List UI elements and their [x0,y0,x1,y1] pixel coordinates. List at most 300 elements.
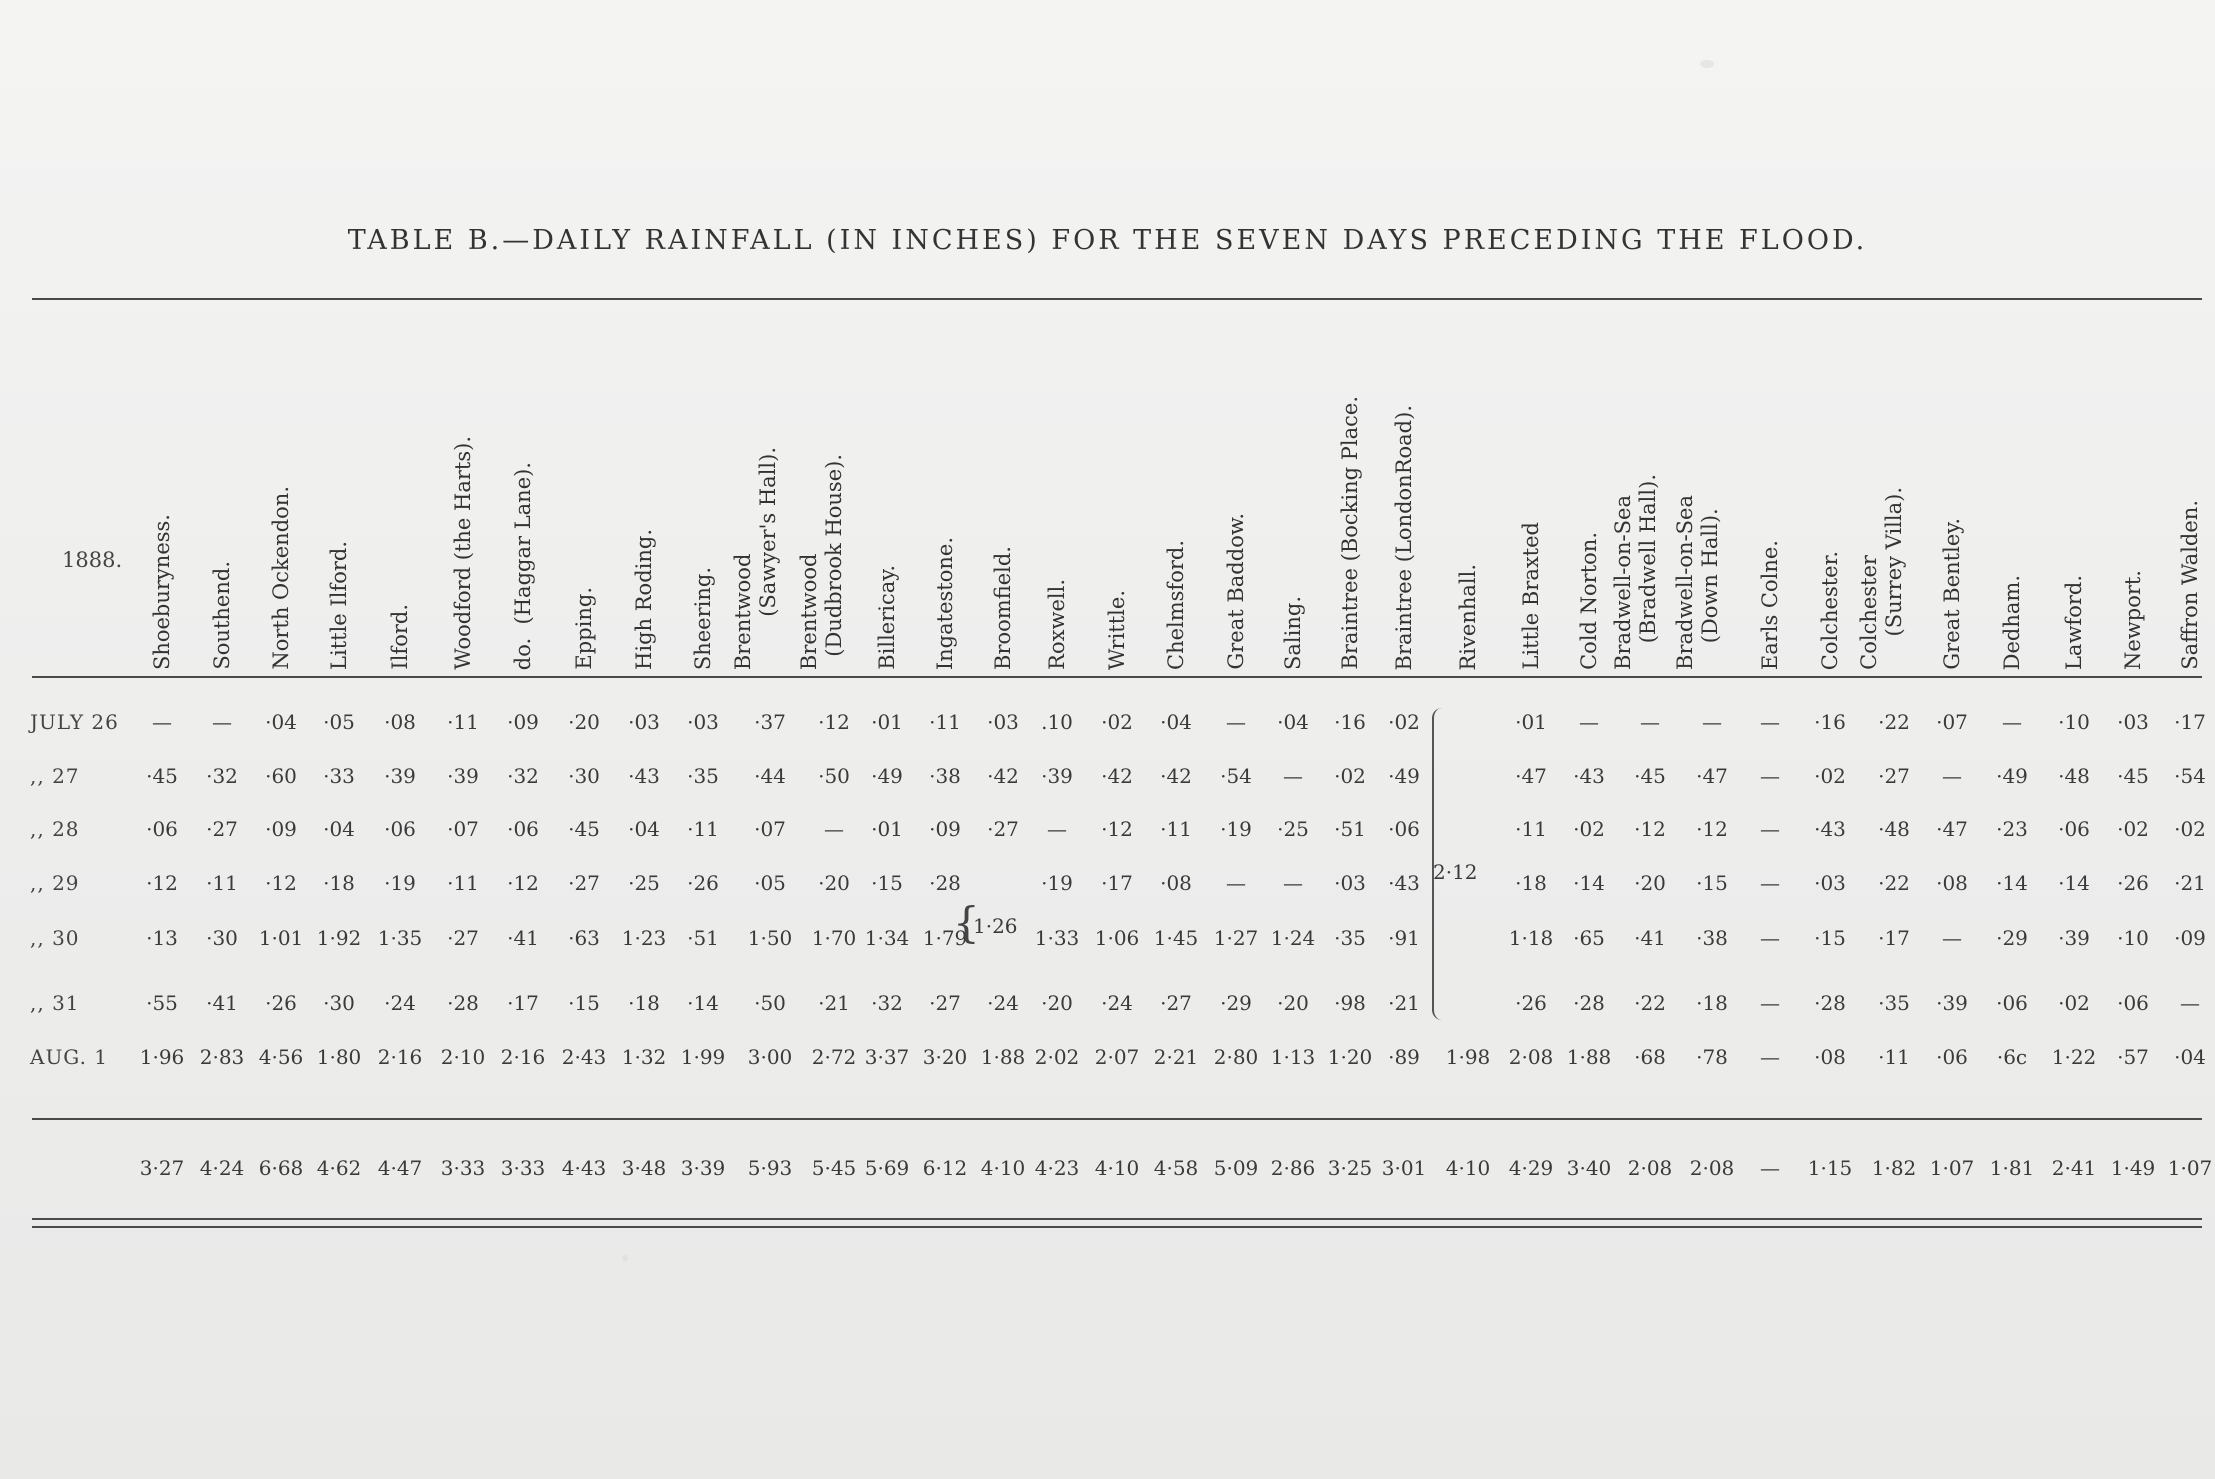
table-cell: ·07 [754,817,786,841]
table-cell: ·02 [1573,817,1605,841]
table-cell: 2·16 [500,1045,546,1069]
table-cell: ·63 [568,926,600,950]
rivenhall-merged-value: 2·12 [1433,860,1478,884]
table-cell: ·15 [1696,871,1728,895]
table-cell: ·11 [1160,817,1192,841]
total-cell: — [1760,1156,1780,1180]
table-cell: ·02 [1101,710,1133,734]
total-cell: 3·33 [440,1156,486,1180]
table-cell: 1·99 [680,1045,726,1069]
table-cell: — [1283,871,1303,895]
table-cell: ·08 [1936,871,1968,895]
row-date-label: AUG. 1 [30,1045,109,1069]
table-cell: ·12 [146,871,178,895]
total-cell: 1·15 [1807,1156,1853,1180]
column-header [380,604,420,670]
table-cell: ·11 [929,710,961,734]
column-header [1569,532,1609,670]
table-cell: ·05 [754,871,786,895]
column-header [1857,487,1906,670]
total-cell: 4·58 [1153,1156,1199,1180]
table-cell: ·38 [929,764,961,788]
table-cell: ·22 [1878,710,1910,734]
table-cell: ·19 [1041,871,1073,895]
totals-values [0,1152,2215,1186]
table-cell: ·50 [754,991,786,1015]
table-cell: ·30 [206,926,238,950]
table-cell: 1·34 [864,926,910,950]
table-row [0,1041,2215,1075]
table-cell: — [1283,764,1303,788]
table-cell: 3·00 [747,1045,793,1069]
table-cell: ·02 [2117,817,2149,841]
table-cell: 2·72 [811,1045,857,1069]
column-header [1156,540,1196,670]
table-cell: ·35 [1878,991,1910,1015]
table-cell: — [1760,926,1780,950]
column-header [867,565,907,670]
table-cell: — [1579,710,1599,734]
table-cell: 2·80 [1213,1045,1259,1069]
table-cell: — [1702,710,1722,734]
table-cell: ·11 [206,871,238,895]
table-row [0,867,2215,901]
table-cell: ·54 [1220,764,1252,788]
table-cell: ·26 [1515,991,1547,1015]
column-header-label: Brentwood (Dudbrook House). [797,453,846,670]
table-cell: 1·18 [1508,926,1554,950]
column-headers [0,300,2215,670]
column-header-label: Brentwood (Sawyer's Hall). [731,446,780,670]
table-cell: ·15 [871,871,903,895]
column-header [1810,551,1850,670]
table-cell: ·49 [1388,764,1420,788]
table-cell: 1·33 [1034,926,1080,950]
column-header [202,561,242,670]
broomfield-brace: { [953,898,980,947]
table-cell: ·28 [929,871,961,895]
table-cell: ·27 [1160,991,1192,1015]
total-cell: 5·09 [1213,1156,1259,1180]
table-cell: ·17 [507,991,539,1015]
total-cell: 2·86 [1270,1156,1316,1180]
table-cell: ·14 [687,991,719,1015]
column-header-label: Billericay. [874,565,899,670]
table-cell: 2·07 [1094,1045,1140,1069]
table-cell: ·15 [568,991,600,1015]
table-cell: ·41 [507,926,539,950]
table-cell: ·45 [1634,764,1666,788]
table-cell: ·04 [323,817,355,841]
column-header [564,587,604,670]
total-cell: 4·10 [1445,1156,1491,1180]
column-header [1611,474,1660,670]
table-cell: ·32 [871,991,903,1015]
table-cell: 1·45 [1153,926,1199,950]
table-cell: ·41 [206,991,238,1015]
column-header-label: Braintree (LondonRoad). [1391,404,1416,670]
table-cell: ·07 [1936,710,1968,734]
table-cell: — [1047,817,1067,841]
column-header-label: Rivenhall. [1455,563,1480,670]
table-cell: ·04 [1160,710,1192,734]
total-cell: 6·68 [258,1156,304,1180]
table-cell: ·06 [146,817,178,841]
column-header-label: High Roding. [631,529,656,670]
year-label: 1888. [62,548,123,572]
table-cell: — [1760,1045,1780,1069]
table-cell: ·01 [871,817,903,841]
column-header [2054,575,2094,670]
table-cell: — [2002,710,2022,734]
table-cell: ·06 [1996,991,2028,1015]
total-cell: 2·08 [1689,1156,1735,1180]
table-cell: ·17 [1878,926,1910,950]
table-cell: ·30 [568,764,600,788]
column-header-label: Broomfield. [990,546,1015,670]
total-cell: 5·93 [747,1156,793,1180]
table-cell: ·25 [628,871,660,895]
column-header-label: Ingatestone. [932,536,957,670]
table-cell: ·09 [265,817,297,841]
table-cell: ·30 [323,991,355,1015]
column-header [261,486,301,670]
column-header-label: Little Ilford. [326,541,351,670]
total-cell: 3·01 [1381,1156,1427,1180]
table-row [0,813,2215,847]
table-cell: ·38 [1696,926,1728,950]
paper-blemish [622,1255,628,1261]
column-header-label: Chelmsford. [1163,540,1188,670]
table-cell: ·20 [1277,991,1309,1015]
table-cell: ·18 [1515,871,1547,895]
table-cell: ·51 [1334,817,1366,841]
table-cell: ·54 [2174,764,2206,788]
table-cell: ·39 [2058,926,2090,950]
table-cell: ·25 [1277,817,1309,841]
table-cell: ·41 [1634,926,1666,950]
column-header [1330,396,1370,670]
column-header-label: Saffron Walden. [2177,500,2202,670]
table-cell: ·19 [1220,817,1252,841]
table-cell: ·49 [871,764,903,788]
table-cell: ·27 [1878,764,1910,788]
table-cell: ·21 [1388,991,1420,1015]
column-header-label: Great Bentley. [1939,518,1964,670]
row-date-label: ,, 30 [30,926,80,950]
table-cell: ·08 [1814,1045,1846,1069]
table-cell: 1·88 [1566,1045,1612,1069]
total-cell: 1·81 [1989,1156,2035,1180]
table-cell: ·05 [323,710,355,734]
column-header [1932,518,1972,670]
table-cell: ·32 [507,764,539,788]
table-cell: 1·13 [1270,1045,1316,1069]
table-cell: ·03 [1814,871,1846,895]
totals-rule [32,1118,2202,1120]
total-cell: 1·82 [1871,1156,1917,1180]
table-cell: ·47 [1515,764,1547,788]
table-cell: ·15 [1814,926,1846,950]
column-header [1097,590,1137,670]
table-cell: — [2180,991,2200,1015]
table-cell: ·17 [2174,710,2206,734]
table-cell: ·24 [384,991,416,1015]
table-cell: ·16 [1334,710,1366,734]
table-cell: ·55 [146,991,178,1015]
table-cell: ·18 [323,871,355,895]
table-cell: 1·70 [811,926,857,950]
table-cell: ·20 [818,871,850,895]
column-header [443,436,483,670]
table-cell: ·11 [1878,1045,1910,1069]
table-cell: 1·32 [621,1045,667,1069]
total-cell: 4·24 [199,1156,245,1180]
table-cell: ·29 [1220,991,1252,1015]
column-header-label: Ilford. [387,604,412,670]
column-header-label: Cold Norton. [1576,532,1601,670]
table-cell: ·49 [1996,764,2028,788]
table-cell: ·11 [687,817,719,841]
column-header [731,446,780,670]
column-header-label: Southend. [209,561,234,670]
table-cell: ·39 [1041,764,1073,788]
table-cell: ·12 [1696,817,1728,841]
total-cell: 1·49 [2110,1156,2156,1180]
table-cell: ·28 [1573,991,1605,1015]
bottom-rule-double [32,1226,2202,1228]
column-header [797,453,846,670]
table-cell: ·21 [818,991,850,1015]
table-cell: — [1226,871,1246,895]
table-cell: ·65 [1573,926,1605,950]
table-cell: ·43 [1814,817,1846,841]
table-cell: ·09 [507,710,539,734]
table-cell: ·02 [1334,764,1366,788]
total-cell: 4·10 [980,1156,1026,1180]
table-cell: ·35 [1334,926,1366,950]
table-cell: ·44 [754,764,786,788]
table-cell: — [1942,764,1962,788]
column-header-label: Colchester (Surrey Villa). [1857,487,1906,670]
total-cell: 4·47 [377,1156,423,1180]
table-cell: 2·02 [1034,1045,1080,1069]
column-header [1384,405,1424,670]
total-cell: 4·29 [1508,1156,1554,1180]
table-title: TABLE B.—DAILY RAINFALL (IN INCHES) FOR THE SEVEN DAYS PRECEDING THE FLOOD. [347,225,1868,256]
column-header-label: Little Braxted [1518,522,1543,670]
table-cell: ·03 [987,710,1019,734]
table-cell: — [1640,710,1660,734]
table-cell: ·06 [1388,817,1420,841]
column-header-label: North Ockendon. [268,486,293,670]
row-date-label: ,, 27 [30,764,80,788]
table-cell: ·01 [1515,710,1547,734]
table-cell: 1·24 [1270,926,1316,950]
table-cell: 2·83 [199,1045,245,1069]
table-cell: ·24 [1101,991,1133,1015]
broomfield-merged-value: 1·26 [973,914,1018,938]
table-cell: ·43 [1388,871,1420,895]
table-cell: ·47 [1936,817,1968,841]
total-cell: 3·27 [139,1156,185,1180]
table-cell: ·10 [2117,926,2149,950]
table-cell: 2·08 [1508,1045,1554,1069]
column-header-label: Writtle. [1104,589,1129,670]
table-cell: ·98 [1334,991,1366,1015]
table-cell: ·12 [1634,817,1666,841]
column-header [2170,500,2210,670]
table-cell: ·28 [447,991,479,1015]
table-cell: ·32 [206,764,238,788]
column-header [624,529,664,670]
table-cell: ·12 [818,710,850,734]
total-cell: 6·12 [922,1156,968,1180]
table-cell: ·27 [568,871,600,895]
table-cell: ·03 [628,710,660,734]
paper-blemish [1700,60,1714,68]
table-cell: ·08 [384,710,416,734]
table-cell: 1·88 [980,1045,1026,1069]
table-cell: ·43 [1573,764,1605,788]
table-cell: ·14 [1573,871,1605,895]
table-cell: — [1226,710,1246,734]
table-cell: ·48 [1878,817,1910,841]
table-cell: ·18 [1696,991,1728,1015]
total-cell: 5·45 [811,1156,857,1180]
table-cell: 1·35 [377,926,423,950]
row-date-label: ,, 29 [30,871,80,895]
total-cell: 3·40 [1566,1156,1612,1180]
table-cell: 1·79 [922,926,968,950]
column-header-label: Newport. [2120,569,2145,670]
column-header [1448,564,1488,671]
total-cell: 4·10 [1094,1156,1140,1180]
total-cell: 3·48 [621,1156,667,1180]
table-cell: 1·27 [1213,926,1259,950]
table-cell: ·51 [687,926,719,950]
table-cell: 4·56 [258,1045,304,1069]
table-cell: ·12 [265,871,297,895]
table-cell: ·68 [1634,1045,1666,1069]
column-header [1992,575,2032,670]
column-header-label: Bradwell-on-Sea (Bradwell Hall). [1611,474,1660,670]
total-cell: 5·69 [864,1156,910,1180]
table-cell: ·08 [1160,871,1192,895]
table-cell: ·01 [871,710,903,734]
column-header-label: Shoeburyness. [149,513,174,670]
column-header-label: Colchester. [1817,550,1842,670]
table-cell: ·27 [447,926,479,950]
table-row [0,987,2215,1021]
table-cell: ·35 [687,764,719,788]
table-cell: ·24 [987,991,1019,1015]
table-cell: ·02 [1388,710,1420,734]
table-cell: ·22 [1878,871,1910,895]
table-cell: ·23 [1996,817,2028,841]
table-cell: 1·01 [258,926,304,950]
table-cell: ·6c [1996,1045,2028,1069]
table-cell: ·03 [2117,710,2149,734]
column-header-label: Saling. [1280,596,1305,670]
table-cell: ·03 [687,710,719,734]
table-cell: ·09 [929,817,961,841]
table-cell: ·06 [1936,1045,1968,1069]
table-cell: ·14 [1996,871,2028,895]
table-cell: ·91 [1388,926,1420,950]
table-cell: ·12 [507,871,539,895]
total-cell: 4·62 [316,1156,362,1180]
total-cell: 3·39 [680,1156,726,1180]
column-header-label: Epping. [571,587,596,670]
table-cell: ·11 [447,710,479,734]
table-cell: ·26 [687,871,719,895]
column-header-label: Bradwell-on-Sea (Down Hall). [1673,495,1722,670]
table-cell: 1·98 [1445,1045,1491,1069]
table-cell: ·42 [987,764,1019,788]
table-cell: 1·92 [316,926,362,950]
column-header [319,541,359,670]
table-cell: 2·10 [440,1045,486,1069]
table-cell: 3·20 [922,1045,968,1069]
table-cell: ·50 [818,764,850,788]
table-cell: ·04 [1277,710,1309,734]
table-cell: ·14 [2058,871,2090,895]
total-cell: 1·07 [2167,1156,2213,1180]
table-cell: 1·06 [1094,926,1140,950]
header-rule [32,676,2202,678]
table-cell: ·39 [447,764,479,788]
table-cell: ·42 [1101,764,1133,788]
table-cell: 1·80 [316,1045,362,1069]
table-cell: ·07 [447,817,479,841]
table-cell: ·18 [628,991,660,1015]
table-cell: 3·37 [864,1045,910,1069]
column-header [503,462,543,670]
table-cell: — [152,710,172,734]
table-cell: ·20 [1634,871,1666,895]
table-cell: ·02 [2174,817,2206,841]
table-cell: ·10 [2058,710,2090,734]
column-header [142,514,182,670]
column-header [1511,522,1551,670]
table-cell: ·04 [265,710,297,734]
table-cell: ·19 [384,871,416,895]
table-cell: ·43 [628,764,660,788]
table-cell: ·21 [2174,871,2206,895]
table-cell: ·29 [1996,926,2028,950]
table-cell: ·26 [2117,871,2149,895]
table-cell: ·45 [146,764,178,788]
total-cell: 2·41 [2051,1156,2097,1180]
table-cell: ·28 [1814,991,1846,1015]
table-cell: — [1760,817,1780,841]
column-header [2113,570,2153,670]
table-cell: — [1760,871,1780,895]
table-cell: ·06 [2117,991,2149,1015]
table-cell: ·04 [2174,1045,2206,1069]
column-header-label: Earls Colne. [1757,539,1782,670]
table-cell: 1·50 [747,926,793,950]
table-cell: — [212,710,232,734]
table-row [0,922,2215,956]
table-cell: ·26 [265,991,297,1015]
row-date-label: ,, 28 [30,817,80,841]
total-cell: 3·25 [1327,1156,1373,1180]
table-row [0,760,2215,794]
row-date-label: ,, 31 [30,991,80,1015]
table-cell: ·27 [206,817,238,841]
